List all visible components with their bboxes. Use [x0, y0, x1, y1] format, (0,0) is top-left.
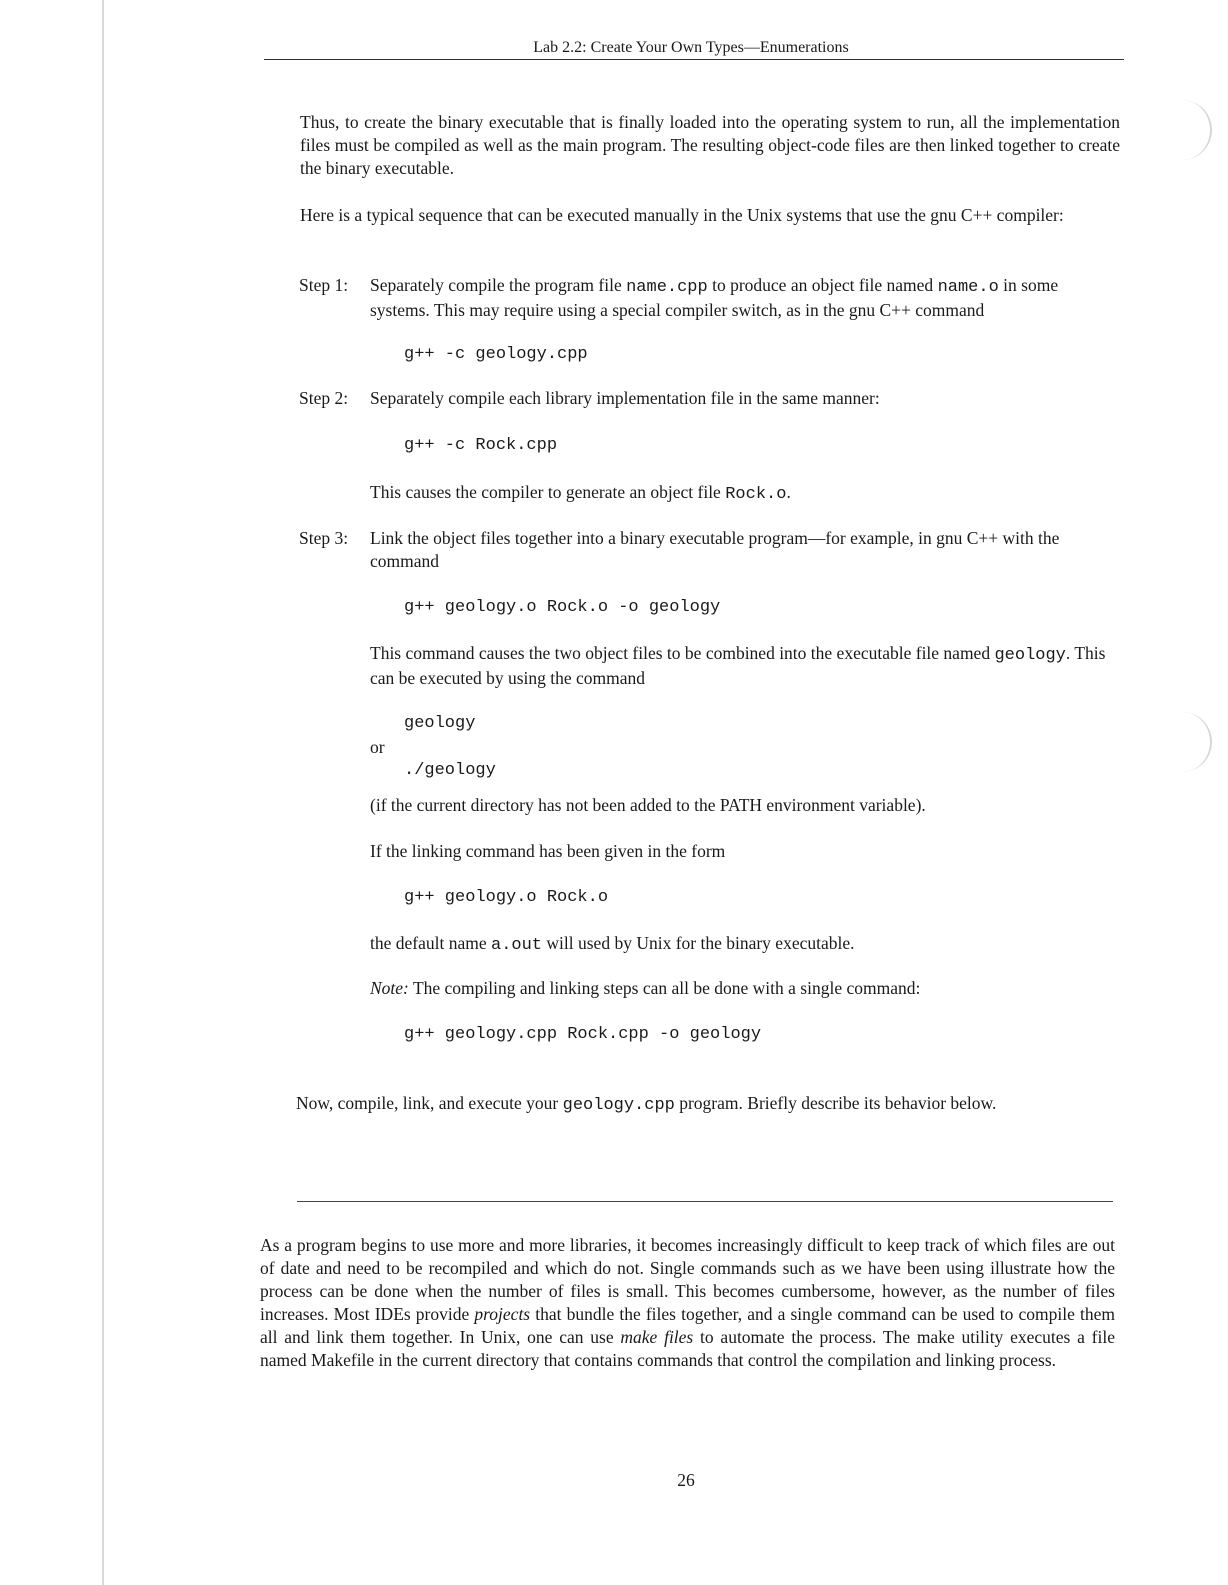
step-2-text: Separately compile each library implementation file in the same manner: [370, 388, 880, 408]
code-link-default: g++ geology.o Rock.o [404, 888, 609, 907]
code-link: g++ geology.o Rock.o -o geology [404, 598, 721, 617]
or-text: or [370, 737, 385, 757]
punch-hole [1180, 712, 1212, 772]
binding-edge [102, 0, 104, 1585]
step-2-after: This causes the compiler to generate an object file Rock.o. [370, 482, 791, 504]
code-compile-rock: g++ -c Rock.cpp [404, 436, 558, 455]
intro-paragraph-1: Thus, to create the binary executable that is finally loaded into the operating system to run, all the implementation files must be compiled as well as the main program. The resulting object-code files are then linked together to create the binary executable. [300, 112, 1120, 178]
code-run: geology [404, 714, 476, 733]
closing-paragraph: As a program begins to use more and more libraries, it becomes increasingly difficult to keep track of which files are out of date and need to be recompiled and which do not. Single commands such as we have been using illustrate how the process can be done when the number of files is small. This becomes cumbersome, however, as the number of files increases. Most IDEs provide projects that bundle the files together, and a single command can be used to compile them all and link them together. In Unix, one can use make files to automate the process. The make utility executes a file named Makefile in the current directory that contains commands that control the compilation and linking process. [260, 1235, 1115, 1370]
header-rule [264, 59, 1124, 60]
answer-line[interactable] [297, 1201, 1113, 1202]
step-2-label: Step 2: [299, 388, 349, 408]
step-3-text: Link the object files together into a binary executable program—for example, in gnu C++ with the command [370, 528, 1060, 571]
step-1-text: Separately compile the program file name.cpp to produce an object file named name.o in some systems. This may require using a special compiler switch, as in the gnu C++ command [370, 275, 1059, 320]
step-3-label: Step 3: [299, 528, 349, 548]
page-number: 26 [677, 1470, 695, 1490]
page-header: Lab 2.2: Create Your Own Types—Enumerations [533, 39, 849, 56]
default-name-text: the default name a.out will used by Unix for the binary executable. [370, 933, 855, 955]
code-single-command: g++ geology.cpp Rock.cpp -o geology [404, 1025, 762, 1044]
step-1-label: Step 1: [299, 275, 349, 295]
note: Note: The compiling and linking steps can all be done with a single command: [370, 978, 921, 998]
intro-paragraph-2: Here is a typical sequence that can be executed manually in the Unix systems that use the gnu C++ compiler: [300, 205, 1064, 225]
punch-hole [1180, 100, 1212, 160]
code-compile-geology: g++ -c geology.cpp [404, 345, 588, 364]
link-form-text: If the linking command has been given in the form [370, 841, 726, 861]
path-note: (if the current directory has not been added to the PATH environment variable). [370, 795, 926, 815]
step-3-explanation: This command causes the two object files to be combined into the executable file named geology. This can be executed by using the command [370, 643, 1106, 688]
code-run-dot: ./geology [404, 761, 496, 780]
task-instruction: Now, compile, link, and execute your geology.cpp program. Briefly describe its behavior below. [296, 1093, 997, 1115]
